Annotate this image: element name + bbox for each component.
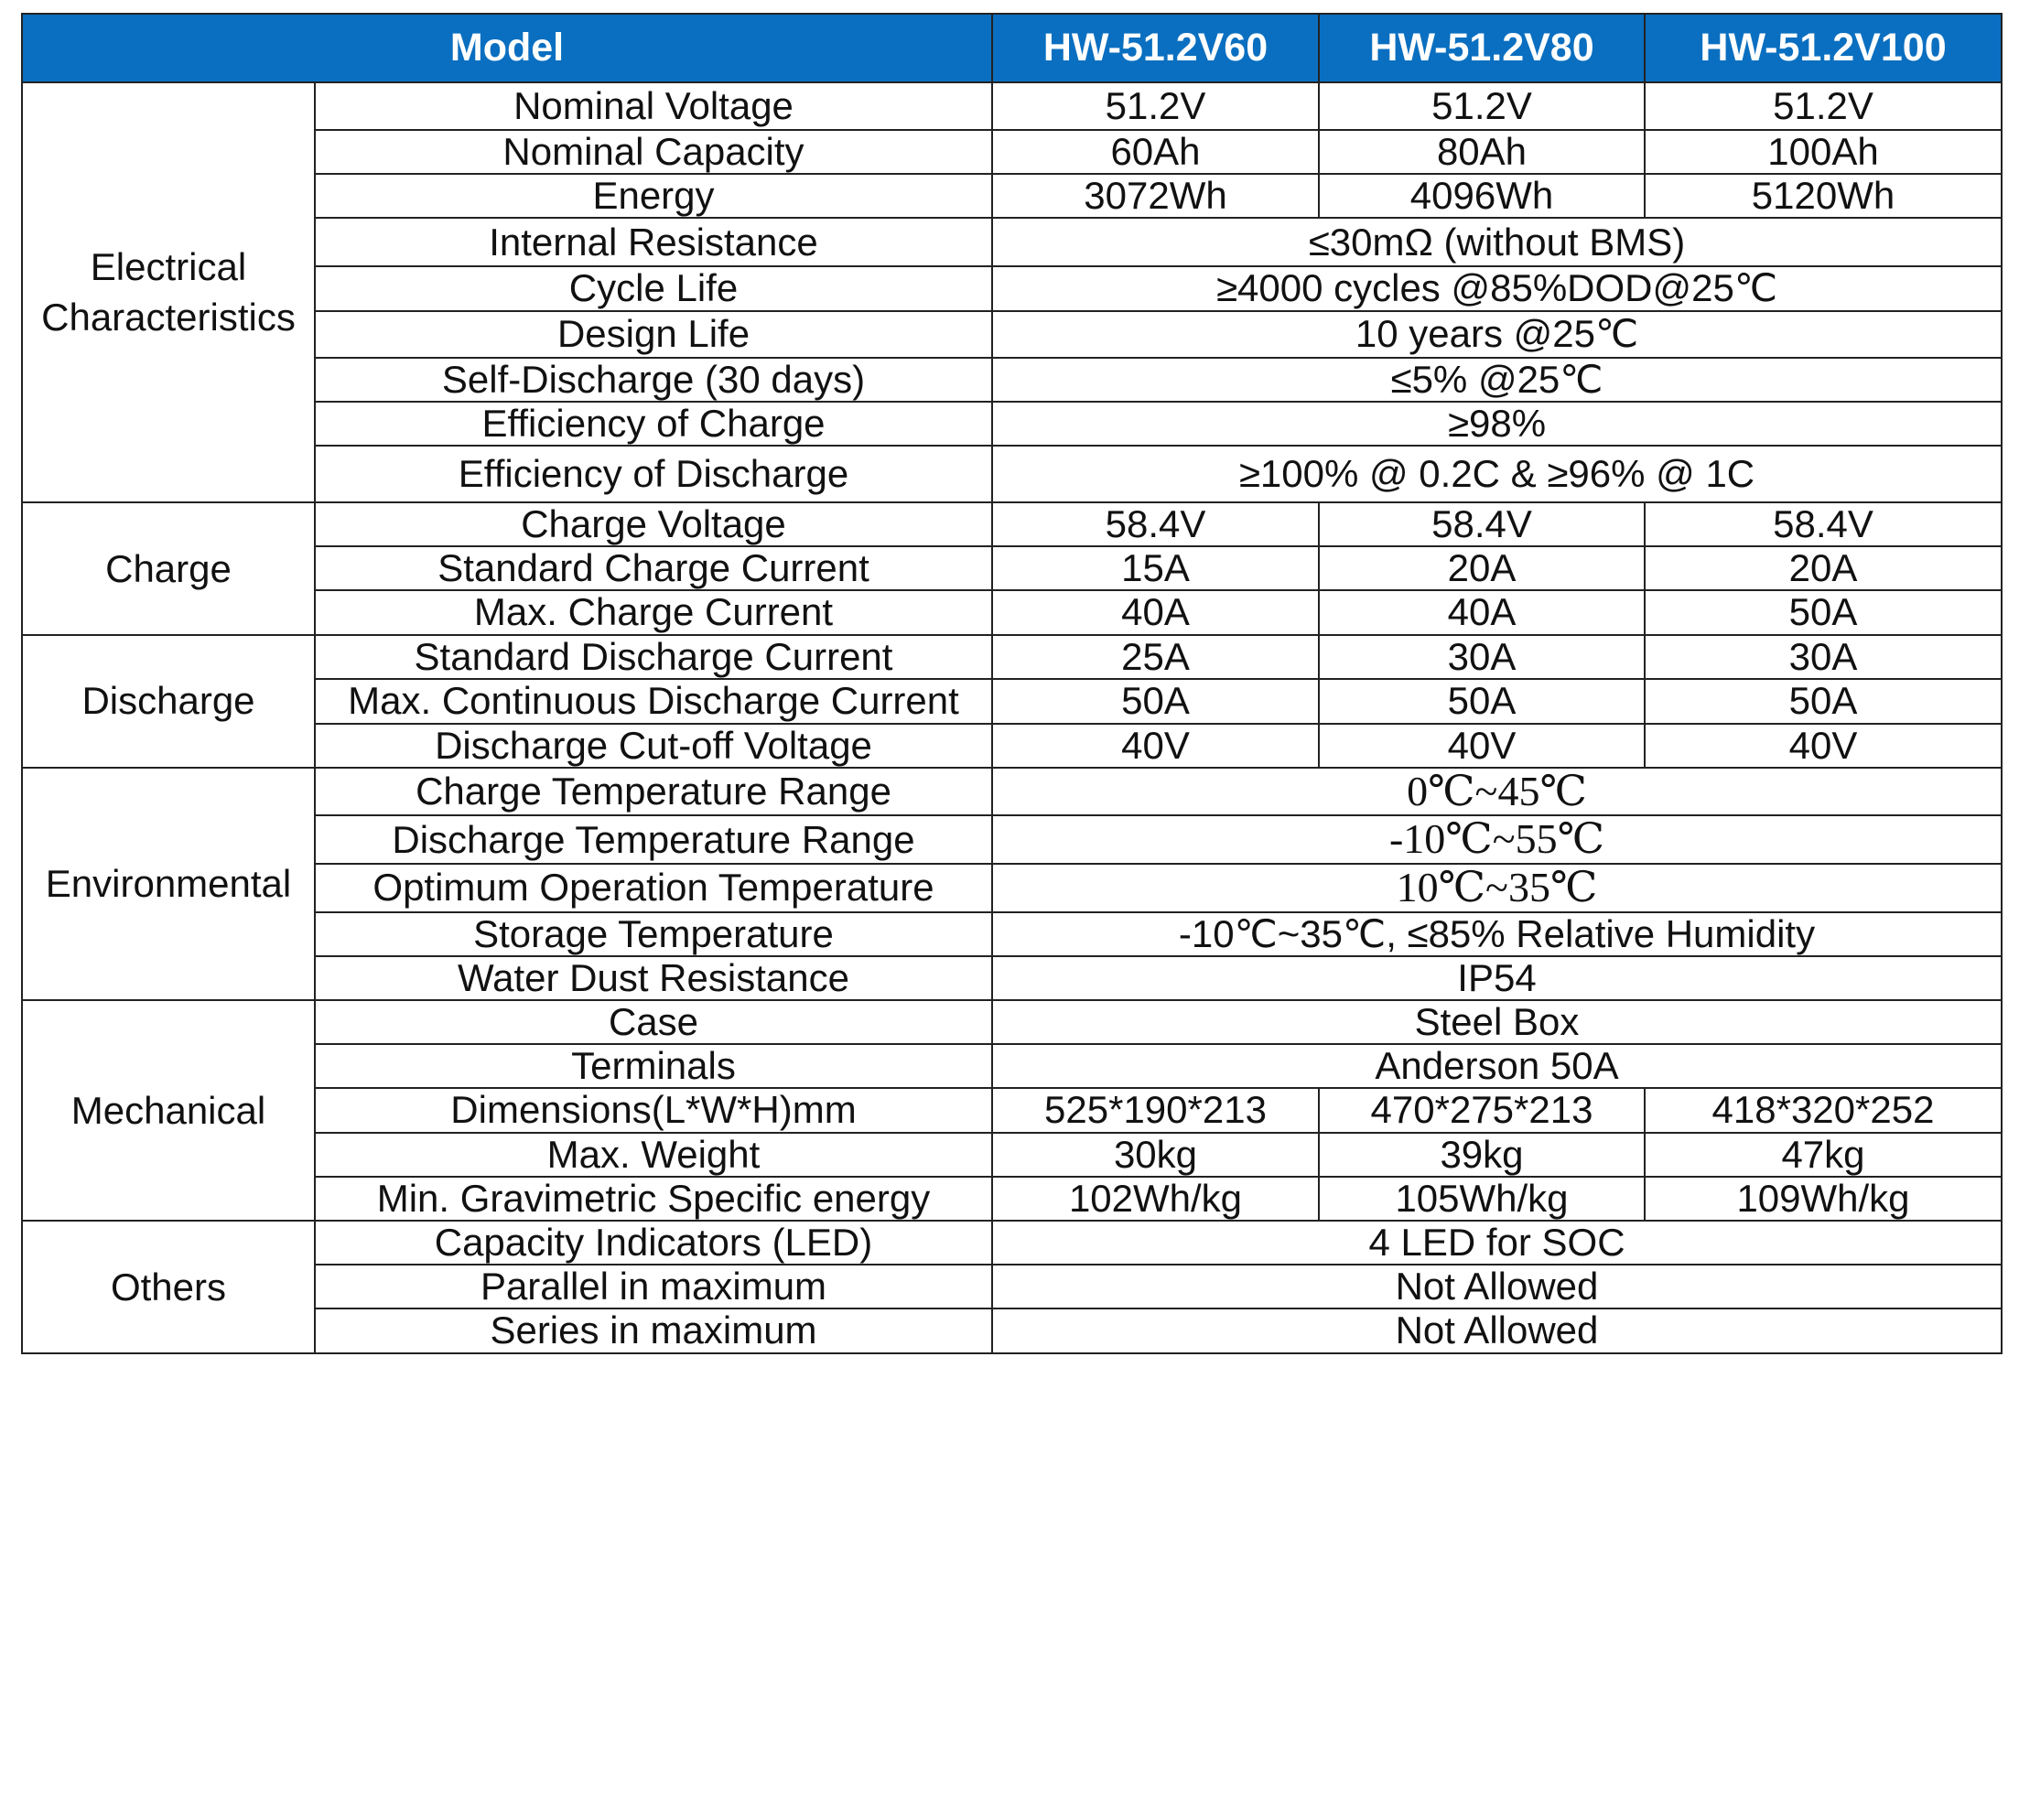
model-header-1: HW-51.2V60 — [992, 14, 1319, 82]
parameter-label: Max. Weight — [315, 1133, 992, 1177]
value-cell: 102Wh/kg — [992, 1177, 1319, 1221]
table-row — [22, 724, 2002, 768]
value-cell-merged: 10℃~35℃ — [992, 864, 2002, 912]
group-label: Electrical Characteristics — [22, 82, 315, 502]
value-cell: 51.2V — [1645, 82, 2002, 130]
value-cell: 525*190*213 — [992, 1088, 1319, 1132]
value-cell-merged: -10℃~35℃, ≤85% Relative Humidity — [992, 912, 2002, 956]
table-row — [22, 956, 2002, 1000]
value-cell: 3072Wh — [992, 174, 1319, 218]
value-cell-merged: 0℃~45℃ — [992, 768, 2002, 816]
value-cell: 51.2V — [992, 82, 1319, 130]
parameter-label: Water Dust Resistance — [315, 956, 992, 1000]
value-cell: 25A — [992, 635, 1319, 679]
value-cell: 40A — [992, 590, 1319, 634]
table-row — [22, 635, 2002, 679]
parameter-label: Series in maximum — [315, 1308, 992, 1352]
parameter-label: Optimum Operation Temperature — [315, 864, 992, 912]
table-row — [22, 266, 2002, 310]
table-row — [22, 1000, 2002, 1044]
value-cell: 30kg — [992, 1133, 1319, 1177]
table-row — [22, 1177, 2002, 1221]
value-cell: 51.2V — [1319, 82, 1645, 130]
table-row — [22, 130, 2002, 174]
value-cell: 30A — [1319, 635, 1645, 679]
value-cell: 50A — [992, 679, 1319, 724]
value-cell: 20A — [1319, 546, 1645, 590]
table-row — [22, 446, 2002, 502]
parameter-label: Min. Gravimetric Specific energy — [315, 1177, 992, 1221]
value-cell-merged: ≤30mΩ (without BMS) — [992, 218, 2002, 266]
value-cell: 30A — [1645, 635, 2002, 679]
parameter-label: Discharge Temperature Range — [315, 815, 992, 864]
table-row — [22, 768, 2002, 816]
table-row — [22, 546, 2002, 590]
parameter-label: Parallel in maximum — [315, 1265, 992, 1308]
parameter-label: Charge Voltage — [315, 502, 992, 546]
value-cell: 80Ah — [1319, 130, 1645, 174]
model-header-2: HW-51.2V80 — [1319, 14, 1645, 82]
table-row — [22, 1308, 2002, 1352]
table-row — [22, 1133, 2002, 1177]
value-cell: 58.4V — [1645, 502, 2002, 546]
parameter-label: Efficiency of Discharge — [315, 446, 992, 502]
parameter-label: Discharge Cut-off Voltage — [315, 724, 992, 768]
value-cell-merged: 10 years @25℃ — [992, 311, 2002, 358]
group-label: Others — [22, 1221, 315, 1353]
value-cell: 47kg — [1645, 1133, 2002, 1177]
value-cell: 5120Wh — [1645, 174, 2002, 218]
value-cell: 58.4V — [992, 502, 1319, 546]
parameter-label: Efficiency of Charge — [315, 402, 992, 446]
value-cell: 40V — [1645, 724, 2002, 768]
parameter-label: Internal Resistance — [315, 218, 992, 266]
value-cell: 40A — [1319, 590, 1645, 634]
value-cell: 105Wh/kg — [1319, 1177, 1645, 1221]
table-row — [22, 1088, 2002, 1132]
value-cell-merged: Steel Box — [992, 1000, 2002, 1044]
table-row — [22, 815, 2002, 864]
model-header: Model — [22, 14, 992, 82]
group-label: Mechanical — [22, 1000, 315, 1221]
parameter-label: Case — [315, 1000, 992, 1044]
value-cell: 50A — [1645, 679, 2002, 724]
value-cell: 4096Wh — [1319, 174, 1645, 218]
table-row — [22, 679, 2002, 724]
parameter-label: Max. Continuous Discharge Current — [315, 679, 992, 724]
table-row — [22, 502, 2002, 546]
parameter-label: Standard Discharge Current — [315, 635, 992, 679]
table-row — [22, 311, 2002, 358]
table-row — [22, 358, 2002, 402]
value-cell: 58.4V — [1319, 502, 1645, 546]
parameter-label: Standard Charge Current — [315, 546, 992, 590]
value-cell-merged: ≥98% — [992, 402, 2002, 446]
value-cell: 20A — [1645, 546, 2002, 590]
spec-table — [21, 13, 2003, 1354]
parameter-label: Design Life — [315, 311, 992, 358]
value-cell: 470*275*213 — [1319, 1088, 1645, 1132]
parameter-label: Capacity Indicators (LED) — [315, 1221, 992, 1265]
value-cell: 100Ah — [1645, 130, 2002, 174]
value-cell-merged: Anderson 50A — [992, 1044, 2002, 1088]
table-row — [22, 590, 2002, 634]
parameter-label: Max. Charge Current — [315, 590, 992, 634]
spec-body — [22, 82, 2002, 1353]
value-cell-merged: -10℃~55℃ — [992, 815, 2002, 864]
table-row — [22, 402, 2002, 446]
value-cell-merged: ≥4000 cycles @85%DOD@25℃ — [992, 266, 2002, 310]
value-cell-merged: IP54 — [992, 956, 2002, 1000]
group-label: Discharge — [22, 635, 315, 768]
value-cell: 39kg — [1319, 1133, 1645, 1177]
value-cell: 60Ah — [992, 130, 1319, 174]
table-row — [22, 864, 2002, 912]
value-cell-merged: ≥100% @ 0.2C & ≥96% @ 1C — [992, 446, 2002, 502]
model-header-3: HW-51.2V100 — [1645, 14, 2002, 82]
parameter-label: Self-Discharge (30 days) — [315, 358, 992, 402]
value-cell: 50A — [1645, 590, 2002, 634]
table-row — [22, 174, 2002, 218]
group-label: Charge — [22, 502, 315, 635]
parameter-label: Charge Temperature Range — [315, 768, 992, 816]
value-cell: 40V — [1319, 724, 1645, 768]
table-row — [22, 1044, 2002, 1088]
parameter-label: Nominal Capacity — [315, 130, 992, 174]
table-row — [22, 912, 2002, 956]
parameter-label: Storage Temperature — [315, 912, 992, 956]
parameter-label: Nominal Voltage — [315, 82, 992, 130]
value-cell: 418*320*252 — [1645, 1088, 2002, 1132]
table-row — [22, 82, 2002, 130]
value-cell-merged: 4 LED for SOC — [992, 1221, 2002, 1265]
value-cell-merged: Not Allowed — [992, 1308, 2002, 1352]
value-cell-merged: ≤5% @25℃ — [992, 358, 2002, 402]
value-cell: 15A — [992, 546, 1319, 590]
table-row — [22, 1221, 2002, 1265]
value-cell: 50A — [1319, 679, 1645, 724]
table-row — [22, 1265, 2002, 1308]
table-row — [22, 218, 2002, 266]
value-cell-merged: Not Allowed — [992, 1265, 2002, 1308]
value-cell: 109Wh/kg — [1645, 1177, 2002, 1221]
group-label: Environmental — [22, 768, 315, 1000]
header-row — [22, 14, 2002, 82]
parameter-label: Cycle Life — [315, 266, 992, 310]
parameter-label: Terminals — [315, 1044, 992, 1088]
parameter-label: Dimensions(L*W*H)mm — [315, 1088, 992, 1132]
parameter-label: Energy — [315, 174, 992, 218]
value-cell: 40V — [992, 724, 1319, 768]
